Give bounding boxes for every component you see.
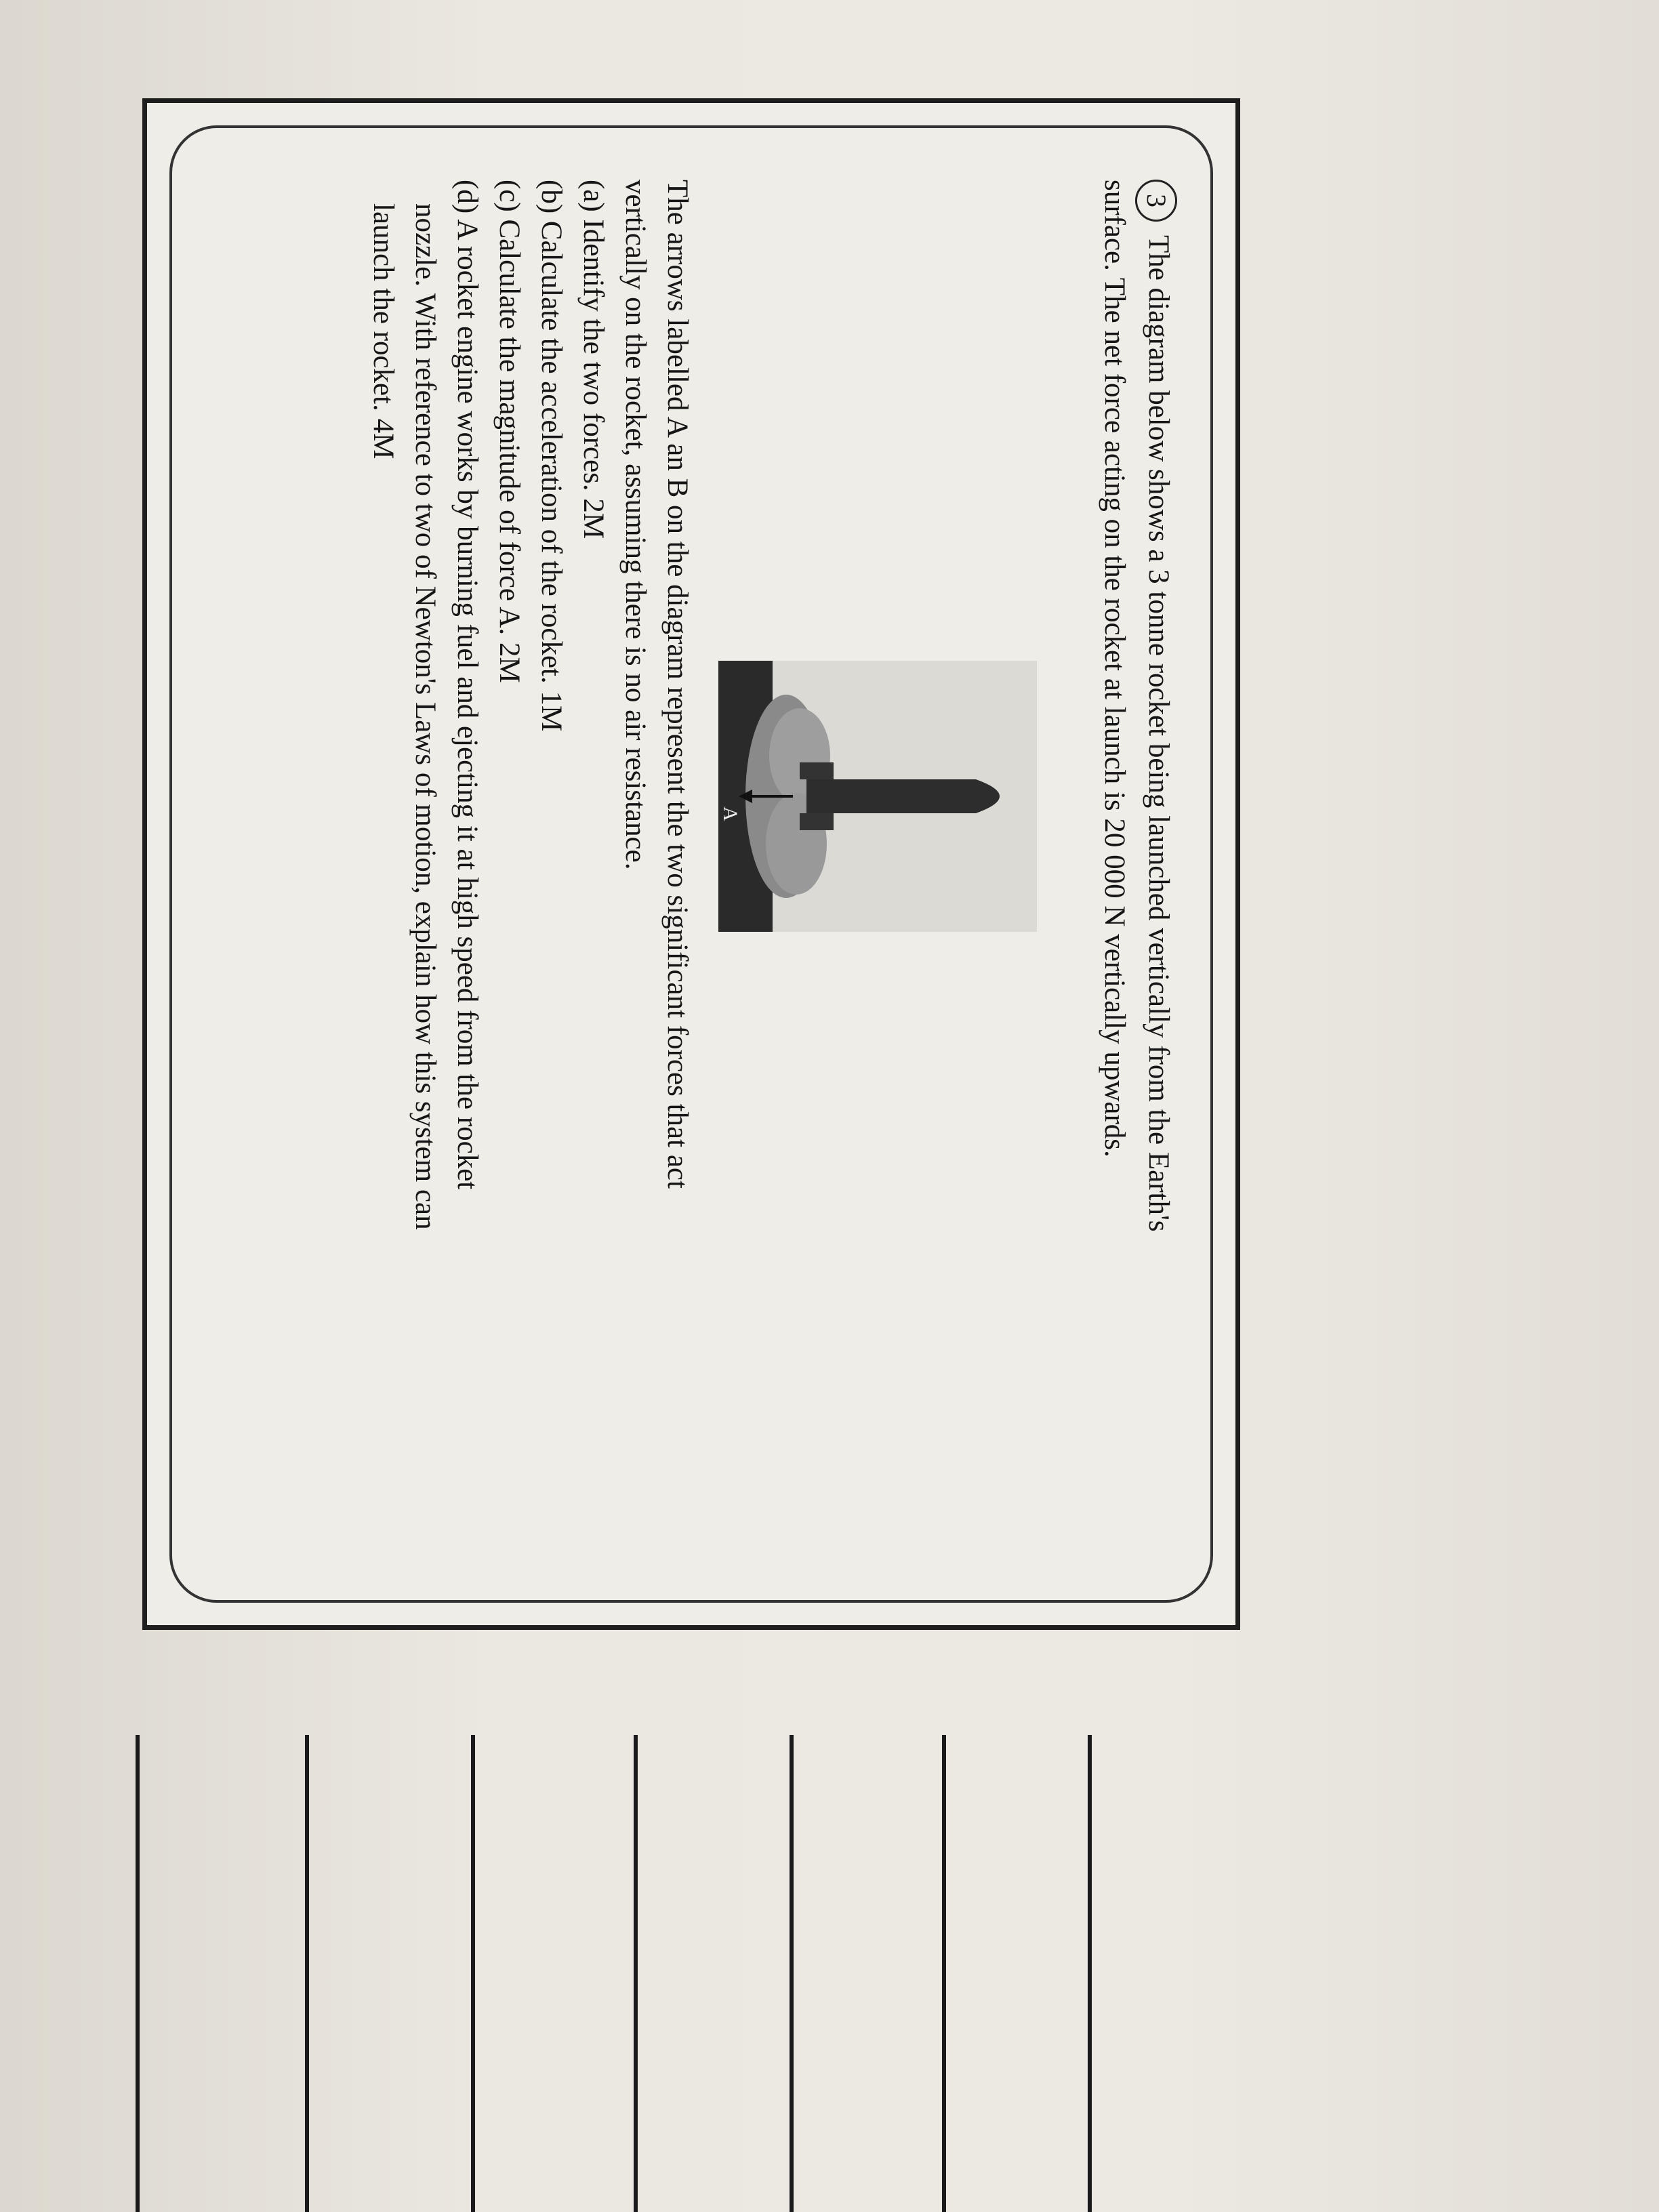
question-body xyxy=(362,180,698,1569)
body-line-1: The arrows labelled A an B on the diagram represent the two significant forces that act xyxy=(661,180,693,1189)
rocket-fin-left xyxy=(800,762,834,779)
body-line-2: vertically on the rocket, assuming there is no air resistance. xyxy=(619,180,651,870)
answer-line xyxy=(790,1735,794,2212)
part-c: (c) Calculate the magnitude of force A. 2M xyxy=(493,180,525,683)
intro-line-1: The diagram below shows a 3 tonne rocket being launched vertically from the Earth's xyxy=(1143,234,1174,1232)
part-d-line-2: nozzle. With reference to two of Newton's Laws of motion, explain how this system can xyxy=(409,203,441,1230)
intro-line-2: surface. The net force acting on the rocket at launch is 20 000 N vertically upwards. xyxy=(1098,180,1130,1158)
answer-line xyxy=(634,1735,638,2212)
part-d-line-3: launch the rocket. 4M xyxy=(367,203,399,459)
rocket-body xyxy=(806,779,1000,813)
question-card xyxy=(142,98,1240,1630)
rocket-fin-right xyxy=(800,813,834,830)
answer-line xyxy=(942,1735,946,2212)
answer-line xyxy=(471,1735,475,2212)
question-number: 3 xyxy=(1135,180,1177,222)
question-intro xyxy=(1093,180,1179,1569)
part-d-line-1: (d) A rocket engine works by burning fuel and ejecting it at high speed from the rocket xyxy=(451,180,483,1190)
part-a: (a) Identify the two forces. 2M xyxy=(577,180,609,539)
rocket-diagram xyxy=(718,661,1037,932)
answer-line xyxy=(305,1735,309,2212)
answer-line xyxy=(136,1735,140,2212)
part-b: (b) Calculate the acceleration of the rocket. 1M xyxy=(535,180,567,732)
force-label-a: A xyxy=(719,806,741,821)
answer-line xyxy=(1088,1735,1092,2212)
